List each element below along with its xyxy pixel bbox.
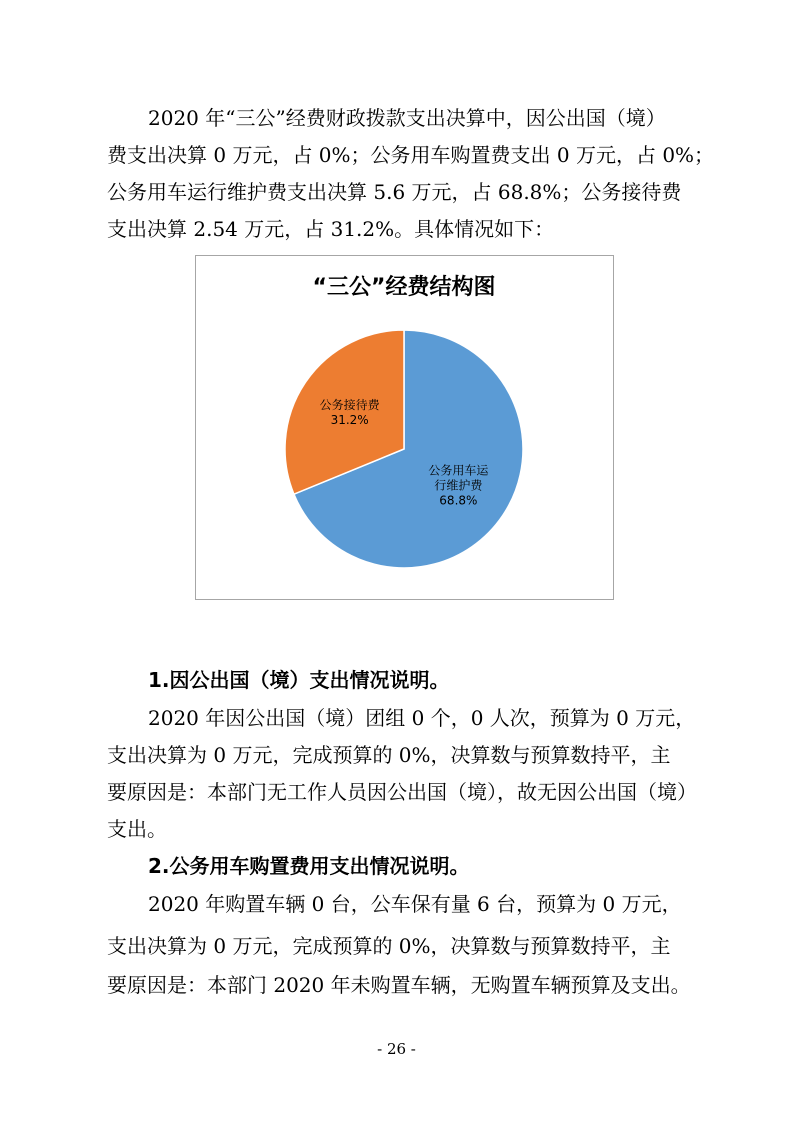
section2-heading: 2.公务用车购置费用支出情况说明。	[148, 854, 470, 878]
section1-line1: 2020 年因公出国（境）团组 0 个，0 人次，预算为 0 万元，	[148, 706, 696, 730]
page-number: - 26 -	[377, 1040, 416, 1058]
section1-line2: 支出决算为 0 万元，完成预算的 0%，决算数与预算数持平，主	[107, 743, 671, 767]
section2-line3: 要原因是：本部门 2020 年未购置车辆，无购置车辆预算及支出。	[107, 973, 691, 997]
pie-label-1-line-0: 公务接待费	[319, 398, 380, 413]
pie-chart-svg	[196, 256, 613, 599]
chart-title: “三公”经费结构图	[312, 275, 496, 300]
paragraph1-line4: 支出决算 2.54 万元，占 31.2%。具体情况如下：	[107, 217, 555, 241]
paragraph1-line3: 公务用车运行维护费支出决算 5.6 万元，占 68.8%；公务接待费	[107, 180, 682, 204]
section1-line3: 要原因是：本部门无工作人员因公出国（境），故无因公出国（境）	[107, 780, 697, 804]
section1-heading: 1.因公出国（境）支出情况说明。	[148, 668, 450, 692]
paragraph1-line1: 2020 年“三公”经费财政拨款支出决算中，因公出国（境）	[148, 106, 666, 130]
pie-label-1-line-1: 31.2%	[330, 413, 369, 428]
section2-line1: 2020 年购置车辆 0 台，公车保有量 6 台，预算为 0 万元，	[148, 892, 682, 916]
pie-label-0-line-1: 行维护费	[434, 478, 483, 493]
pie-chart	[195, 255, 614, 600]
section2-line2: 支出决算为 0 万元，完成预算的 0%，决算数与预算数持平，主	[107, 934, 671, 958]
pie-label-0-line-2: 68.8%	[439, 493, 478, 508]
paragraph1-line2: 费支出决算 0 万元，占 0%；公务用车购置费支出 0 万元，占 0%；	[107, 143, 715, 167]
pie-label-0-line-0: 公务用车运	[428, 463, 489, 478]
section1-line4: 支出。	[107, 817, 167, 841]
